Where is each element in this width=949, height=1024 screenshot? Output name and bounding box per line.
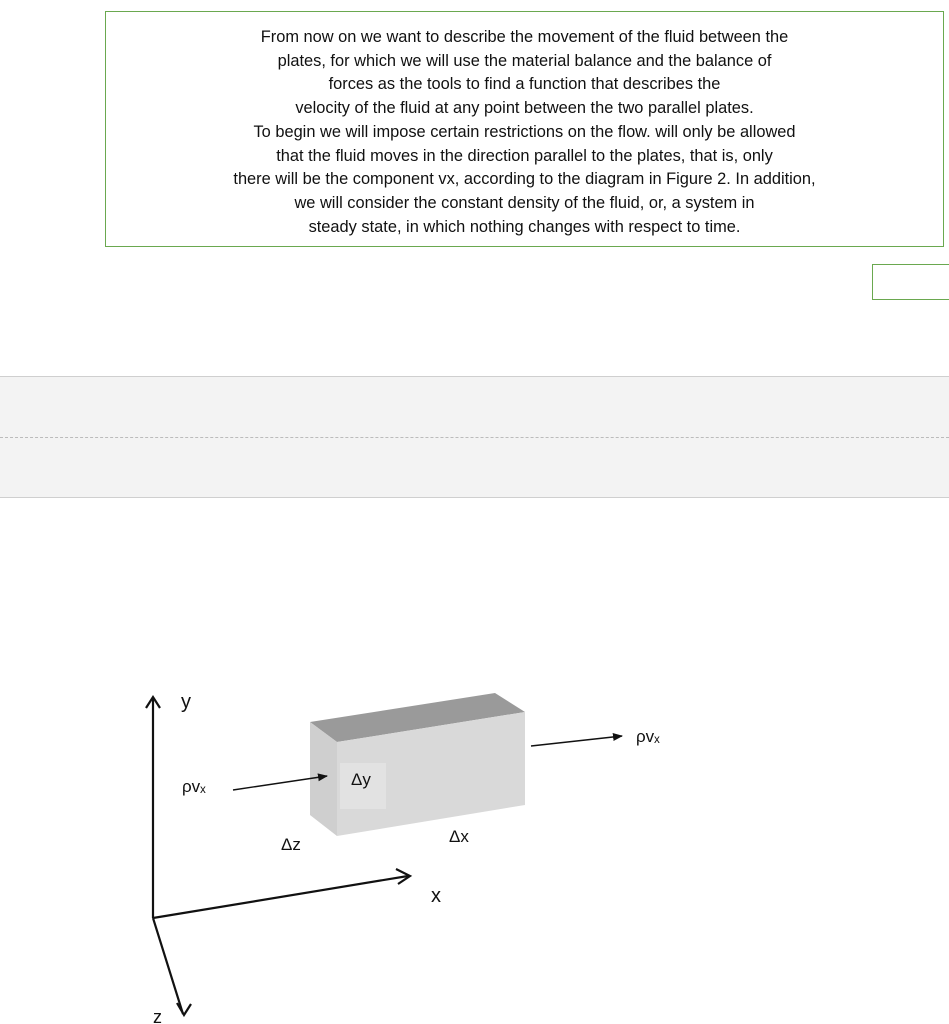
description-line-2: plates, for which we will use the material balance and the balance of	[277, 51, 772, 70]
dz-label: Δz	[281, 835, 301, 854]
description-line-7: there will be the component vx, according to the diagram in Figure 2. In addition,	[233, 170, 816, 189]
description-line-4: velocity of the fluid at any point between the two parallel plates.	[295, 99, 754, 118]
block-left-face	[310, 722, 337, 836]
description-line-9: steady state, in which nothing changes with respect to time.	[308, 217, 741, 236]
z-axis-label: z	[153, 1007, 162, 1024]
dy-label: Δy	[351, 770, 371, 789]
z-axis	[153, 918, 183, 1014]
description-line-8: we will consider the constant density of the fluid, or, a system in	[294, 193, 755, 212]
flux-out-arrow	[531, 736, 622, 746]
y-axis-label: y	[181, 691, 191, 713]
control-volume-block	[310, 693, 525, 836]
x-axis-label: x	[431, 885, 441, 907]
flux-out-label: ρvₓ	[636, 727, 660, 746]
description-line-5: To begin we will impose certain restrictions on the flow. will only be allowed	[253, 122, 796, 141]
z-axis-arrowhead	[177, 1003, 191, 1015]
description-line-3: forces as the tools to find a function that describes the	[328, 75, 721, 94]
description-line-1: From now on we want to describe the movement of the fluid between the	[260, 28, 789, 46]
flux-in-label: ρvₓ	[182, 777, 206, 796]
x-axis	[153, 876, 408, 918]
dx-label: Δx	[449, 827, 469, 846]
description-line-6: that the fluid moves in the direction parallel to the plates, that is, only	[276, 146, 773, 165]
